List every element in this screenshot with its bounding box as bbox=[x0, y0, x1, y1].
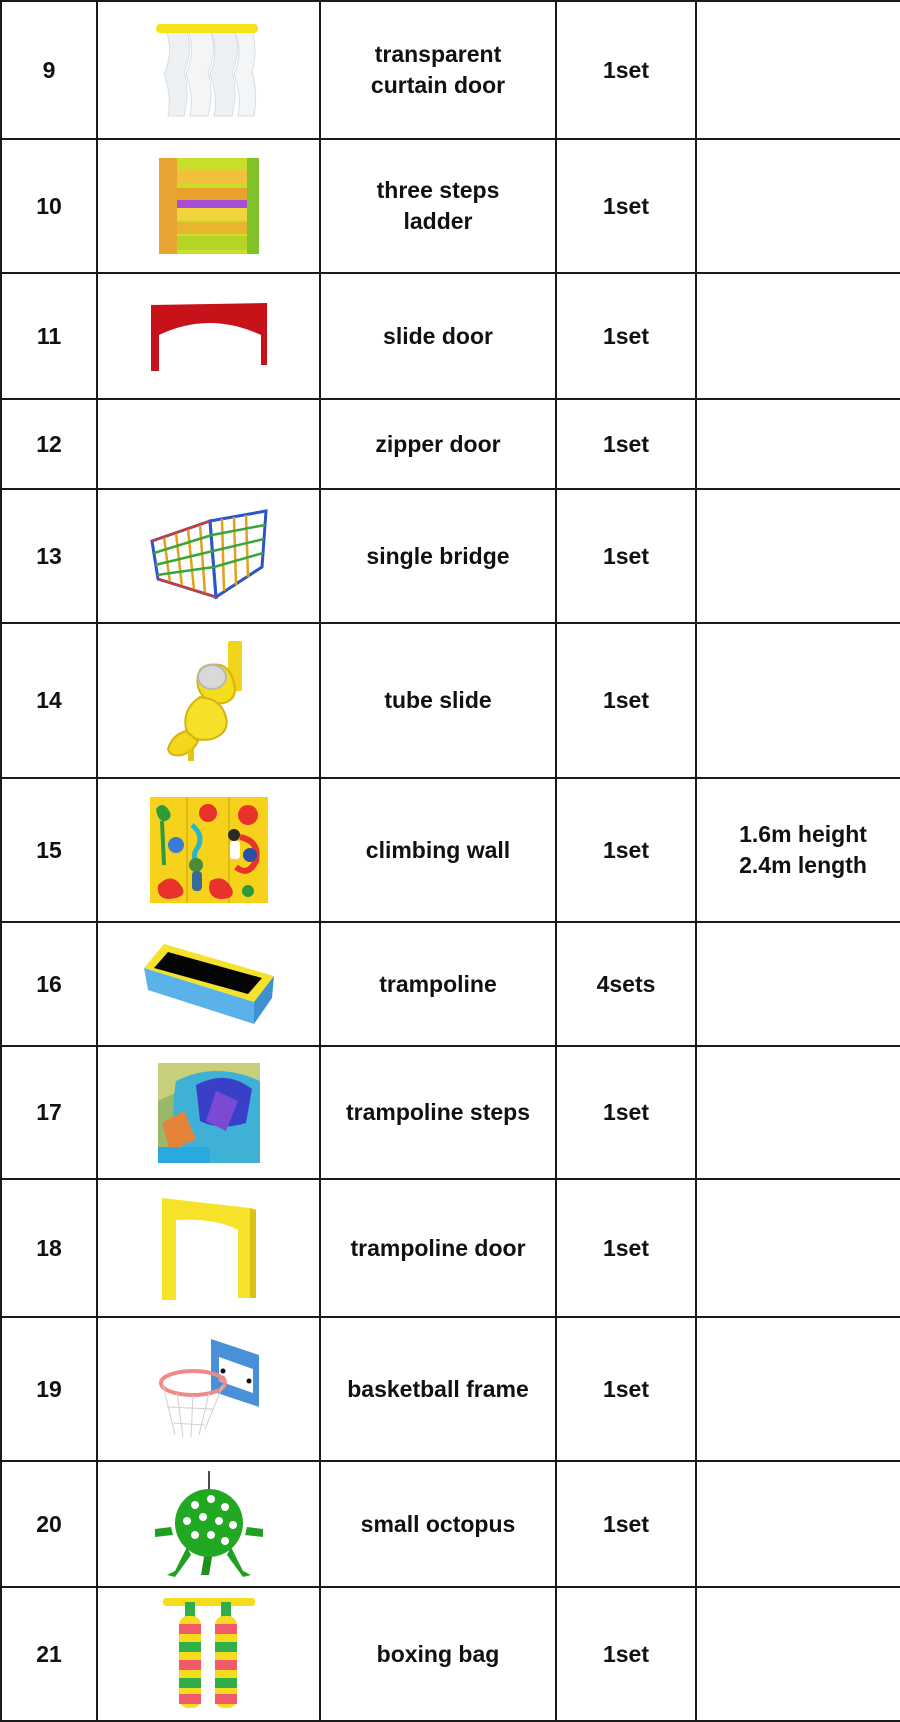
table-row bbox=[1, 1587, 900, 1721]
item-number-cell bbox=[1, 778, 97, 922]
table-row bbox=[1, 1317, 900, 1461]
slide-door-icon bbox=[149, 301, 269, 371]
curtain-door-icon bbox=[154, 22, 264, 118]
item-quantity-cell bbox=[556, 623, 696, 778]
item-note-cell bbox=[696, 273, 900, 399]
item-note-cell bbox=[696, 1317, 900, 1461]
net-bridge-icon bbox=[150, 509, 268, 603]
item-name: climbing wall bbox=[365, 836, 511, 863]
item-name: single bridge bbox=[366, 542, 510, 569]
item-note: 1.6m height 2.4m length bbox=[739, 821, 867, 878]
item-quantity-cell bbox=[556, 1587, 696, 1721]
item-image-cell bbox=[97, 1046, 320, 1179]
item-number-cell bbox=[1, 1317, 97, 1461]
item-image-cell bbox=[97, 1179, 320, 1317]
item-number: 9 bbox=[42, 56, 56, 83]
item-name: slide door bbox=[383, 322, 493, 349]
item-quantity-cell bbox=[556, 1461, 696, 1587]
table-row bbox=[1, 1, 900, 139]
item-number-cell bbox=[1, 489, 97, 623]
item-number: 16 bbox=[36, 970, 62, 997]
item-note-cell bbox=[696, 489, 900, 623]
item-name-cell bbox=[320, 778, 556, 922]
item-number: 14 bbox=[36, 687, 62, 713]
item-name: transparent curtain door bbox=[370, 41, 506, 98]
climbing-wall-icon bbox=[148, 795, 270, 905]
item-quantity: 1set bbox=[602, 1375, 650, 1402]
item-note-cell bbox=[696, 399, 900, 489]
item-number: 12 bbox=[36, 430, 62, 457]
item-name-cell bbox=[320, 139, 556, 273]
item-number: 17 bbox=[36, 1099, 62, 1125]
item-quantity-cell bbox=[556, 273, 696, 399]
item-quantity-cell bbox=[556, 489, 696, 623]
item-image-cell bbox=[97, 1317, 320, 1461]
item-name-cell bbox=[320, 1046, 556, 1179]
item-quantity-cell bbox=[556, 139, 696, 273]
item-number: 21 bbox=[36, 1640, 62, 1667]
item-name: trampoline steps bbox=[345, 1099, 531, 1125]
item-image-cell bbox=[97, 623, 320, 778]
item-name-cell bbox=[320, 922, 556, 1046]
item-note-cell bbox=[696, 1, 900, 139]
item-image-cell bbox=[97, 399, 320, 489]
item-image-cell bbox=[97, 1461, 320, 1587]
item-quantity-cell bbox=[556, 1179, 696, 1317]
item-note-cell bbox=[696, 1179, 900, 1317]
table-row bbox=[1, 623, 900, 778]
table-row bbox=[1, 1179, 900, 1317]
item-quantity: 1set bbox=[602, 542, 650, 569]
item-quantity: 1set bbox=[602, 56, 650, 83]
item-quantity: 1set bbox=[602, 1234, 650, 1261]
item-quantity-cell bbox=[556, 1, 696, 139]
item-note-cell bbox=[696, 1461, 900, 1587]
tube-slide-icon bbox=[164, 639, 254, 763]
item-number: 19 bbox=[36, 1375, 62, 1402]
item-note-cell bbox=[696, 623, 900, 778]
item-number-cell bbox=[1, 1461, 97, 1587]
item-number-cell bbox=[1, 273, 97, 399]
item-number-cell bbox=[1, 1, 97, 139]
item-number-cell bbox=[1, 139, 97, 273]
item-number: 10 bbox=[36, 192, 62, 219]
item-quantity: 1set bbox=[602, 1640, 650, 1667]
item-quantity-cell bbox=[556, 1317, 696, 1461]
item-quantity: 1set bbox=[602, 1510, 650, 1537]
trampoline-steps-icon bbox=[156, 1061, 262, 1165]
item-note-cell bbox=[696, 922, 900, 1046]
table-row bbox=[1, 922, 900, 1046]
item-note-cell bbox=[696, 1046, 900, 1179]
steps-ladder-icon bbox=[157, 156, 261, 256]
boxing-bag-icon bbox=[161, 1596, 257, 1712]
item-note-cell bbox=[696, 1587, 900, 1721]
item-name-cell bbox=[320, 399, 556, 489]
item-number-cell bbox=[1, 1179, 97, 1317]
item-image-cell bbox=[97, 489, 320, 623]
item-number-cell bbox=[1, 922, 97, 1046]
item-number: 18 bbox=[36, 1234, 62, 1261]
item-image-cell bbox=[97, 922, 320, 1046]
item-quantity: 4sets bbox=[596, 970, 656, 997]
table-row bbox=[1, 1046, 900, 1179]
item-quantity: 1set bbox=[602, 1099, 650, 1125]
octopus-toy-icon bbox=[153, 1471, 265, 1577]
table-row bbox=[1, 399, 900, 489]
item-name-cell bbox=[320, 1179, 556, 1317]
item-image-cell bbox=[97, 273, 320, 399]
item-number-cell bbox=[1, 1046, 97, 1179]
item-name-cell bbox=[320, 489, 556, 623]
item-image-cell bbox=[97, 778, 320, 922]
item-number: 11 bbox=[36, 322, 62, 349]
item-image-cell bbox=[97, 1, 320, 139]
item-quantity: 1set bbox=[602, 430, 650, 457]
item-name: trampoline bbox=[379, 970, 497, 997]
item-name: three steps ladder bbox=[376, 177, 500, 234]
item-number: 15 bbox=[36, 836, 62, 863]
item-quantity: 1set bbox=[602, 836, 650, 863]
item-name: zipper door bbox=[375, 430, 501, 457]
basketball-hoop-icon bbox=[157, 1337, 261, 1441]
item-quantity-cell bbox=[556, 922, 696, 1046]
trampoline-icon bbox=[142, 942, 276, 1026]
item-name-cell bbox=[320, 1461, 556, 1587]
table-row bbox=[1, 273, 900, 399]
item-name-cell bbox=[320, 1587, 556, 1721]
item-image-cell bbox=[97, 139, 320, 273]
item-number: 20 bbox=[36, 1510, 62, 1537]
item-name-cell bbox=[320, 623, 556, 778]
item-name-cell bbox=[320, 1317, 556, 1461]
item-quantity-cell bbox=[556, 1046, 696, 1179]
item-name: small octopus bbox=[360, 1510, 516, 1537]
item-image-cell bbox=[97, 1587, 320, 1721]
item-quantity: 1set bbox=[602, 322, 650, 349]
table-row bbox=[1, 1461, 900, 1587]
item-number: 13 bbox=[36, 542, 62, 569]
item-quantity: 1set bbox=[602, 192, 650, 219]
item-number-cell bbox=[1, 399, 97, 489]
item-name: boxing bag bbox=[376, 1640, 500, 1667]
item-name: trampoline door bbox=[350, 1234, 526, 1261]
table-row bbox=[1, 489, 900, 623]
item-name-cell bbox=[320, 1, 556, 139]
item-name: tube slide bbox=[384, 687, 492, 713]
trampoline-door-icon bbox=[160, 1196, 258, 1300]
item-quantity-cell bbox=[556, 778, 696, 922]
item-number-cell bbox=[1, 623, 97, 778]
table-row bbox=[1, 139, 900, 273]
item-name: basketball frame bbox=[347, 1375, 529, 1402]
item-note-cell bbox=[696, 139, 900, 273]
table-row bbox=[1, 778, 900, 922]
item-quantity-cell bbox=[556, 399, 696, 489]
item-number-cell bbox=[1, 1587, 97, 1721]
item-quantity: 1set bbox=[602, 687, 650, 713]
item-note-cell bbox=[696, 778, 900, 922]
item-name-cell bbox=[320, 273, 556, 399]
